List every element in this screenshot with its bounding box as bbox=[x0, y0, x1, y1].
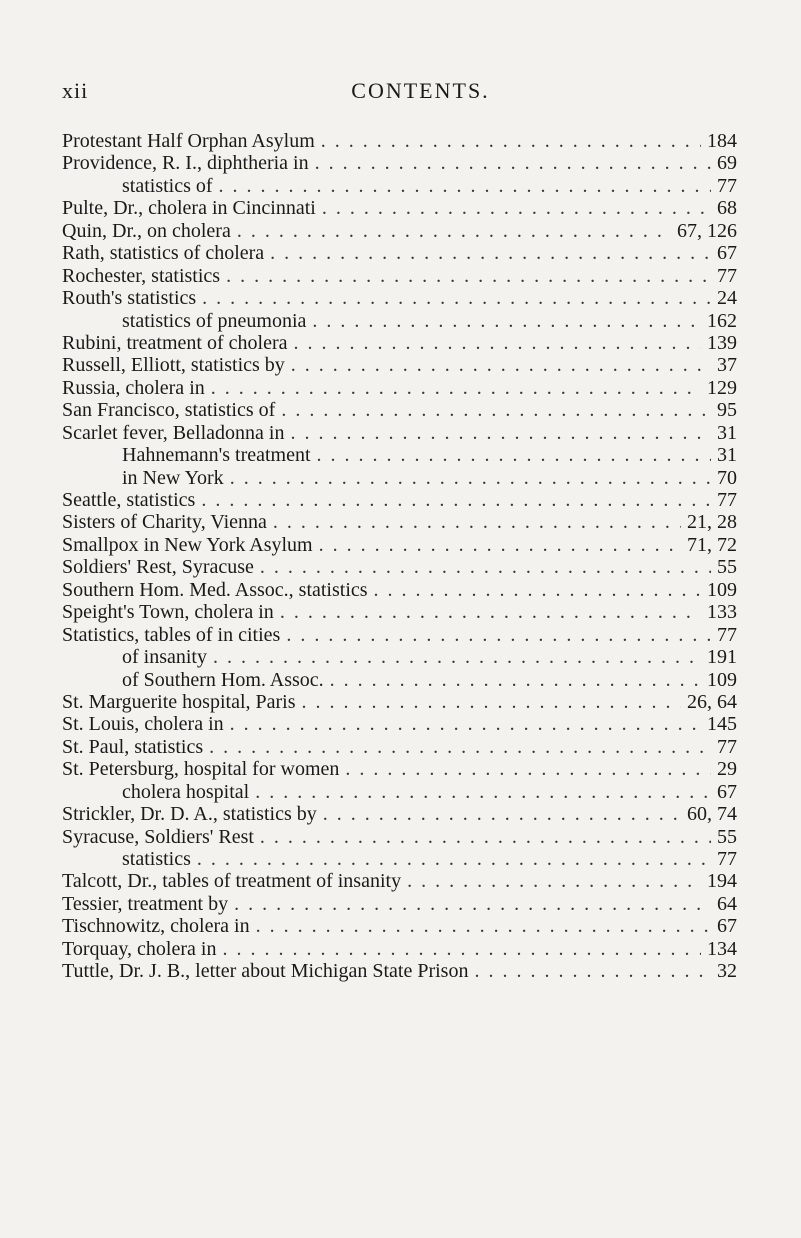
page-header bbox=[62, 78, 739, 108]
dot-leader bbox=[321, 130, 701, 152]
dot-leader bbox=[374, 579, 701, 601]
entry-page-numbers: 184 bbox=[707, 130, 737, 152]
entry-page-numbers: 55 bbox=[717, 825, 737, 848]
running-head: CONTENTS. bbox=[351, 78, 490, 103]
entry-label: St. Paul, statistics bbox=[62, 735, 204, 758]
index-entry bbox=[62, 556, 737, 578]
entry-label: Rath, statistics of cholera bbox=[62, 242, 265, 265]
index-entries bbox=[62, 130, 737, 983]
dot-leader bbox=[256, 915, 711, 937]
index-entry bbox=[62, 422, 737, 444]
index-entry bbox=[62, 152, 737, 174]
entry-page-numbers: 191 bbox=[707, 646, 737, 669]
entry-label: Russia, cholera in bbox=[62, 376, 205, 399]
entry-page-numbers: 24 bbox=[717, 287, 737, 310]
entry-label: cholera hospital bbox=[122, 780, 250, 803]
entry-label: Statistics, tables of in cities bbox=[62, 623, 281, 646]
entry-page-numbers: 69 bbox=[717, 152, 737, 175]
entry-page-numbers: 129 bbox=[707, 376, 737, 399]
entry-label: Torquay, cholera in bbox=[62, 937, 217, 960]
entry-label: Rochester, statistics bbox=[62, 264, 221, 287]
index-entry bbox=[62, 803, 737, 825]
index-entry bbox=[62, 960, 737, 982]
entry-page-numbers: 145 bbox=[707, 713, 737, 736]
entry-label: Hahnemann's treatment bbox=[122, 444, 311, 467]
dot-leader bbox=[319, 534, 681, 556]
dot-leader bbox=[226, 265, 711, 287]
entry-label: Smallpox in New York Asylum bbox=[62, 533, 313, 556]
dot-leader bbox=[317, 444, 711, 466]
entry-label: Syracuse, Soldiers' Rest bbox=[62, 825, 254, 848]
entry-page-numbers: 71, 72 bbox=[687, 533, 737, 556]
index-entry bbox=[62, 579, 737, 601]
entry-label: statistics of bbox=[122, 174, 213, 197]
dot-leader bbox=[291, 354, 711, 376]
dot-leader bbox=[280, 601, 701, 623]
entry-label: Soldiers' Rest, Syracuse bbox=[62, 556, 254, 579]
entry-page-numbers: 70 bbox=[717, 466, 737, 489]
index-entry bbox=[62, 534, 737, 556]
index-entry bbox=[62, 489, 737, 511]
entry-label: statistics of pneumonia bbox=[122, 309, 307, 332]
entry-page-numbers: 162 bbox=[707, 309, 737, 332]
entry-label: Quin, Dr., on cholera bbox=[62, 219, 231, 242]
index-entry bbox=[62, 130, 737, 152]
entry-label: Tessier, treatment by bbox=[62, 892, 229, 915]
entry-label: of Southern Hom. Assoc. bbox=[122, 668, 324, 691]
index-entry bbox=[62, 511, 737, 533]
entry-page-numbers: 109 bbox=[707, 578, 737, 601]
entry-label: Pulte, Dr., cholera in Cincinnati bbox=[62, 197, 316, 220]
index-entry bbox=[62, 197, 737, 219]
index-entry bbox=[62, 601, 737, 623]
entry-page-numbers: 95 bbox=[717, 399, 737, 422]
dot-leader bbox=[213, 646, 701, 668]
index-entry bbox=[62, 220, 737, 242]
index-entry bbox=[62, 399, 737, 421]
index-entry bbox=[62, 377, 737, 399]
entry-page-numbers: 77 bbox=[717, 735, 737, 758]
entry-page-numbers: 32 bbox=[717, 960, 737, 983]
dot-leader bbox=[302, 691, 682, 713]
entry-label: Routh's statistics bbox=[62, 287, 197, 310]
entry-label: in New York bbox=[122, 466, 224, 489]
index-entry bbox=[62, 938, 737, 960]
entry-label: Sisters of Charity, Vienna bbox=[62, 511, 267, 534]
index-entry bbox=[62, 624, 737, 646]
index-entry bbox=[62, 287, 737, 309]
entry-page-numbers: 64 bbox=[717, 892, 737, 915]
entry-label: Speight's Town, cholera in bbox=[62, 601, 274, 624]
index-entry bbox=[62, 915, 737, 937]
dot-leader bbox=[230, 467, 711, 489]
index-entry bbox=[62, 265, 737, 287]
dot-leader bbox=[202, 287, 711, 309]
dot-leader bbox=[260, 556, 711, 578]
entry-label: Providence, R. I., diphtheria in bbox=[62, 152, 309, 175]
entry-label: Seattle, statistics bbox=[62, 489, 196, 511]
index-subentry bbox=[62, 781, 737, 803]
dot-leader bbox=[234, 893, 711, 915]
index-entry bbox=[62, 691, 737, 713]
entry-page-numbers: 67 bbox=[717, 915, 737, 938]
index-entry bbox=[62, 758, 737, 780]
dot-leader bbox=[330, 669, 701, 691]
index-subentry bbox=[62, 444, 737, 466]
index-entry bbox=[62, 354, 737, 376]
dot-leader bbox=[197, 848, 711, 870]
dot-leader bbox=[290, 422, 711, 444]
dot-leader bbox=[270, 242, 711, 264]
dot-leader bbox=[281, 399, 711, 421]
index-subentry bbox=[62, 669, 737, 691]
dot-leader bbox=[219, 175, 711, 197]
dot-leader bbox=[293, 332, 701, 354]
entry-page-numbers: 55 bbox=[717, 556, 737, 579]
entry-label: St. Petersburg, hospital for women bbox=[62, 758, 340, 781]
dot-leader bbox=[260, 826, 711, 848]
entry-label: Protestant Half Orphan Asylum bbox=[62, 130, 315, 152]
index-entry bbox=[62, 736, 737, 758]
entry-page-numbers: 77 bbox=[717, 623, 737, 646]
dot-leader bbox=[407, 870, 701, 892]
index-subentry bbox=[62, 848, 737, 870]
dot-leader bbox=[312, 310, 701, 332]
entry-page-numbers: 134 bbox=[707, 937, 737, 960]
dot-leader bbox=[201, 489, 711, 511]
dot-leader bbox=[474, 960, 711, 982]
entry-label: Strickler, Dr. D. A., statistics by bbox=[62, 803, 317, 826]
dot-leader bbox=[209, 736, 711, 758]
entry-page-numbers: 31 bbox=[717, 421, 737, 444]
entry-label: Tischnowitz, cholera in bbox=[62, 915, 250, 938]
entry-page-numbers: 139 bbox=[707, 331, 737, 354]
entry-label: Rubini, treatment of cholera bbox=[62, 331, 288, 354]
entry-page-numbers: 21, 28 bbox=[687, 511, 737, 534]
dot-leader bbox=[323, 803, 681, 825]
entry-page-numbers: 77 bbox=[717, 848, 737, 870]
dot-leader bbox=[222, 938, 701, 960]
entry-label: Tuttle, Dr. J. B., letter about Michigan State Prison bbox=[62, 960, 469, 983]
entry-page-numbers: 67, 126 bbox=[677, 219, 737, 242]
index-subentry bbox=[62, 467, 737, 489]
index-entry bbox=[62, 713, 737, 735]
entry-page-numbers: 60, 74 bbox=[687, 803, 737, 826]
entry-page-numbers: 26, 64 bbox=[687, 690, 737, 713]
entry-page-numbers: 194 bbox=[707, 870, 737, 893]
index-entry bbox=[62, 893, 737, 915]
entry-label: St. Marguerite hospital, Paris bbox=[62, 690, 296, 713]
dot-leader bbox=[230, 713, 701, 735]
dot-leader bbox=[237, 220, 671, 242]
index-entry bbox=[62, 870, 737, 892]
entry-page-numbers: 77 bbox=[717, 489, 737, 511]
entry-page-numbers: 67 bbox=[717, 242, 737, 265]
entry-label: Scarlet fever, Belladonna in bbox=[62, 421, 285, 444]
entry-page-numbers: 77 bbox=[717, 264, 737, 287]
dot-leader bbox=[345, 758, 711, 780]
page-number: xii bbox=[62, 78, 89, 103]
entry-page-numbers: 133 bbox=[707, 601, 737, 624]
entry-page-numbers: 77 bbox=[717, 174, 737, 197]
index-entry bbox=[62, 826, 737, 848]
entry-label: statistics bbox=[122, 848, 191, 870]
dot-leader bbox=[322, 197, 711, 219]
index-subentry bbox=[62, 310, 737, 332]
entry-page-numbers: 67 bbox=[717, 780, 737, 803]
entry-page-numbers: 31 bbox=[717, 444, 737, 467]
dot-leader bbox=[211, 377, 701, 399]
dot-leader bbox=[273, 511, 681, 533]
entry-label: Talcott, Dr., tables of treatment of insanity bbox=[62, 870, 402, 893]
entry-label: St. Louis, cholera in bbox=[62, 713, 224, 736]
dot-leader bbox=[315, 152, 711, 174]
entry-page-numbers: 37 bbox=[717, 354, 737, 377]
entry-page-numbers: 109 bbox=[707, 668, 737, 691]
entry-label: of insanity bbox=[122, 646, 207, 669]
index-subentry bbox=[62, 175, 737, 197]
dot-leader bbox=[286, 624, 711, 646]
entry-label: Southern Hom. Med. Assoc., statistics bbox=[62, 578, 368, 601]
entry-page-numbers: 68 bbox=[717, 197, 737, 220]
index-entry bbox=[62, 332, 737, 354]
index-entry bbox=[62, 242, 737, 264]
entry-page-numbers: 29 bbox=[717, 758, 737, 781]
index-subentry bbox=[62, 646, 737, 668]
dot-leader bbox=[255, 781, 711, 803]
entry-label: San Francisco, statistics of bbox=[62, 399, 276, 422]
entry-label: Russell, Elliott, statistics by bbox=[62, 354, 285, 377]
